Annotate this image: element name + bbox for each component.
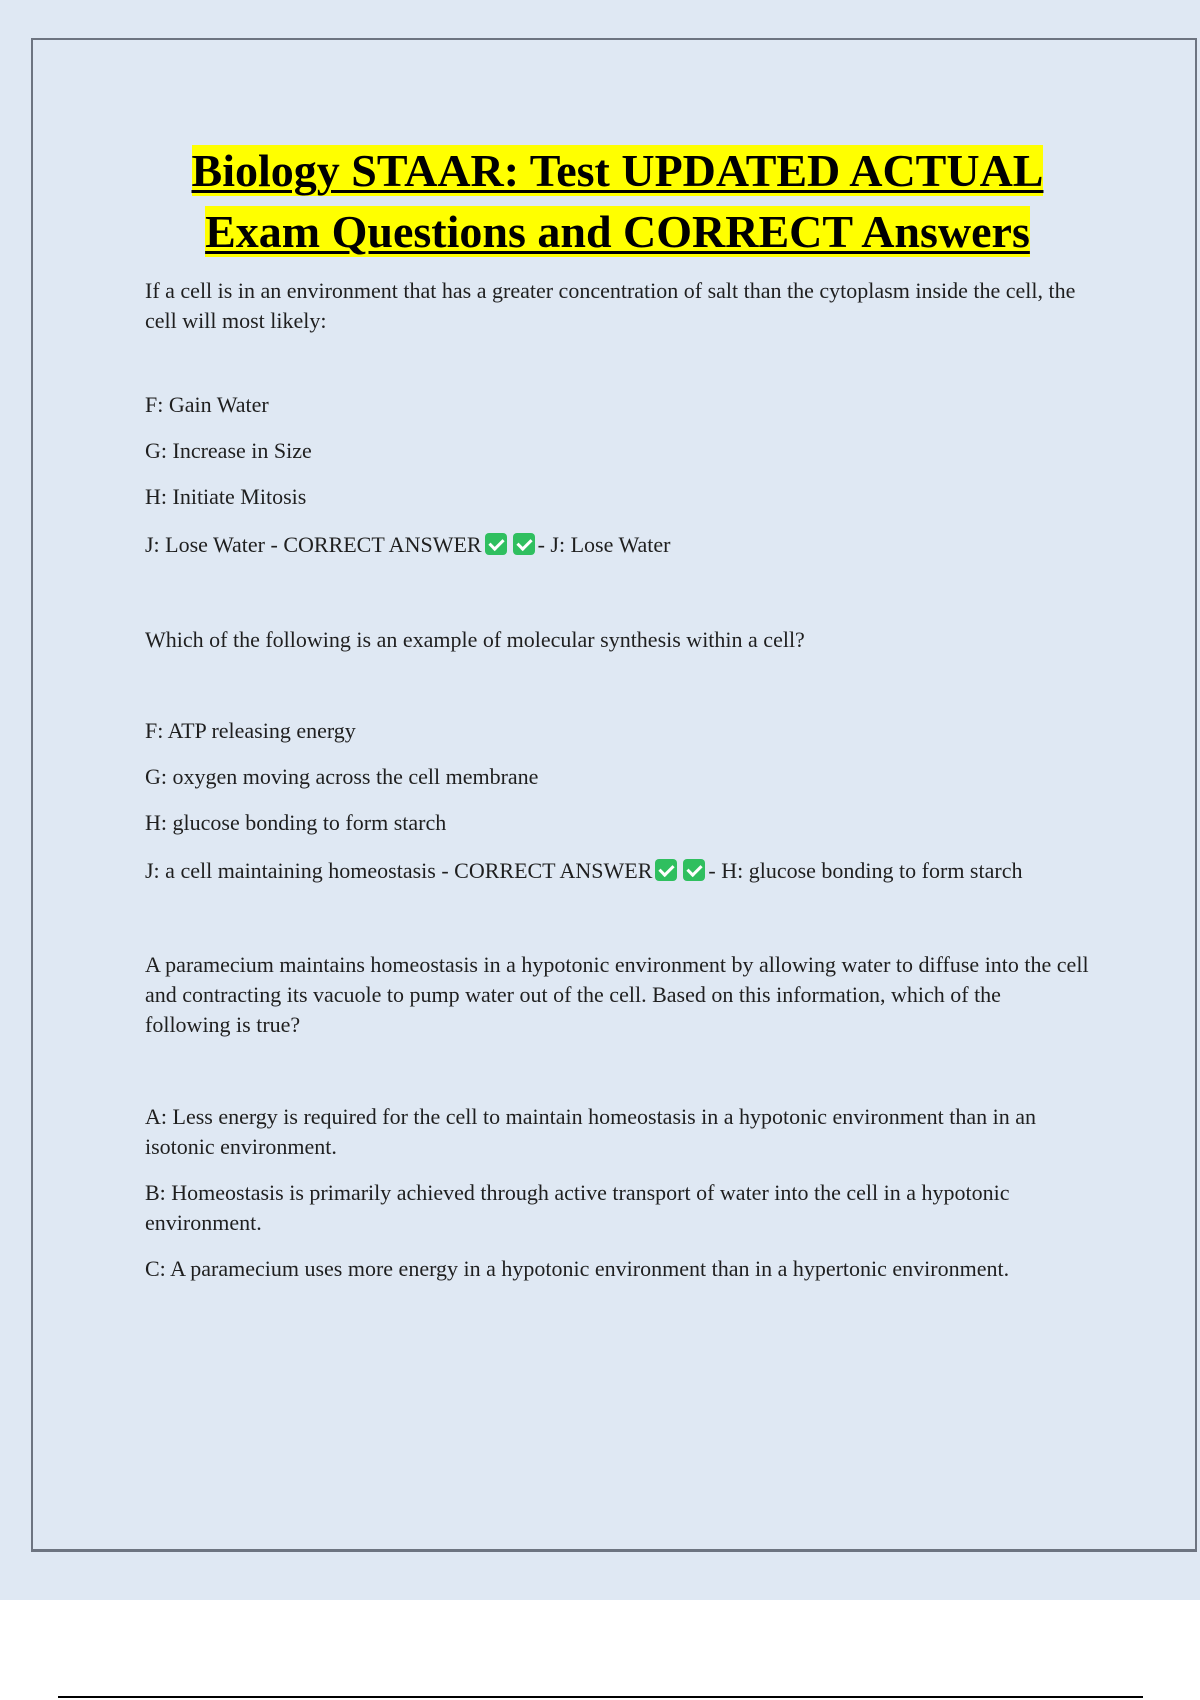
q3-option-b: B: Homeostasis is primarily achieved through active transport of water into the cell in a hypotonic environment.	[145, 1180, 1010, 1235]
title-line-1: Biology STAAR: Test UPDATED ACTUAL	[191, 145, 1044, 196]
question-1-text: If a cell is in an environment that has a greater concentration of salt than the cytoplasm inside the cell, the cell will most likely:	[145, 278, 1076, 333]
check-mark-icon	[485, 533, 507, 555]
check-mark-icon	[683, 859, 705, 881]
q1-option-j	[145, 530, 1090, 560]
check-mark-icon	[513, 533, 535, 555]
q2-option-g: G: oxygen moving across the cell membrane	[145, 764, 539, 789]
q2-option-j-label: J: a cell maintaining homeostasis - CORRECT ANSWER	[145, 858, 653, 883]
q2-option-h: H: glucose bonding to form starch	[145, 810, 447, 835]
document-title	[145, 140, 1090, 262]
title-line-2: Exam Questions and CORRECT Answers	[205, 206, 1030, 257]
q2-option-j	[145, 856, 1090, 886]
q1-option-g: G: Increase in Size	[145, 438, 312, 463]
check-mark-icon	[655, 859, 677, 881]
q2-answer: - H: glucose bonding to form starch	[708, 858, 1023, 883]
q3-option-c: C: A paramecium uses more energy in a hypotonic environment than in a hypertonic environment.	[145, 1256, 1010, 1281]
q1-answer: - J: Lose Water	[537, 532, 671, 557]
q2-option-f: F: ATP releasing energy	[145, 718, 356, 743]
question-2-text: Which of the following is an example of molecular synthesis within a cell?	[145, 627, 805, 652]
document-body	[145, 140, 1090, 1284]
q3-option-a: A: Less energy is required for the cell to maintain homeostasis in a hypotonic environment than in an isotonic environment.	[145, 1104, 1036, 1159]
q1-option-h: H: Initiate Mitosis	[145, 484, 307, 509]
q1-option-f: F: Gain Water	[145, 392, 269, 417]
question-3-text: A paramecium maintains homeostasis in a hypotonic environment by allowing water to diffuse into the cell and contracting its vacuole to pump water out of the cell. Based on this information, which of the following is true?	[145, 952, 1089, 1037]
q1-option-j-label: J: Lose Water - CORRECT ANSWER	[145, 532, 482, 557]
page-divider	[58, 1696, 1143, 1698]
